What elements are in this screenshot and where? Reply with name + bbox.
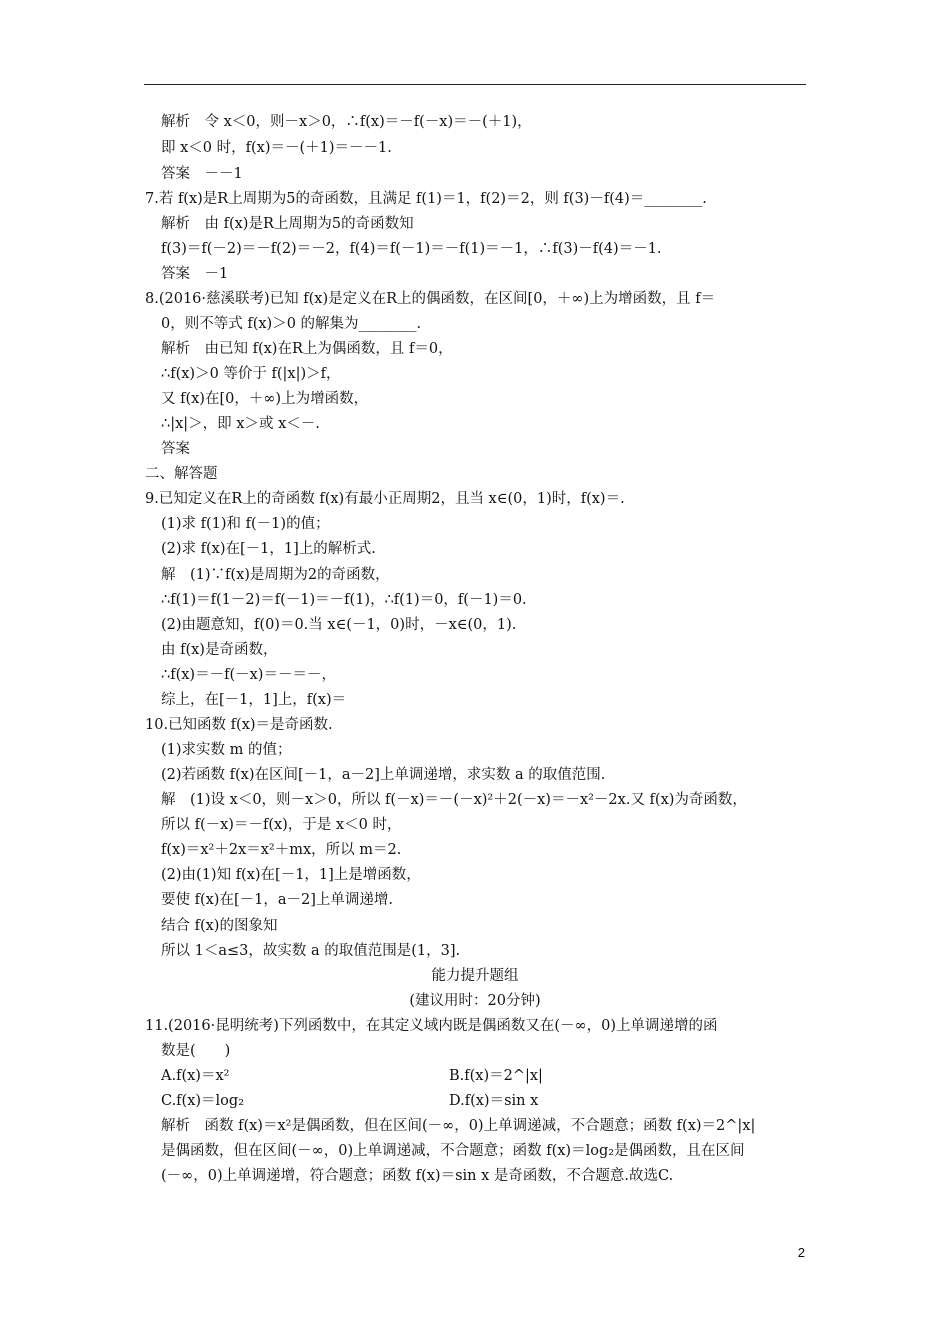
text-line: C.f(x)＝log₂ <box>161 1093 245 1109</box>
text-line: 8.(2016·慈溪联考)已知 f(x)是定义在R上的偶函数，在区间[0，＋∞)上为增函数，且 f＝ <box>145 291 716 307</box>
text-line: (1)求实数 m 的值； <box>161 742 292 758</box>
text-line: 解 (1)∵f(x)是周期为2的奇函数， <box>161 567 390 583</box>
text-line: (2)由(1)知 f(x)在[－1，1]上是增函数， <box>161 867 421 883</box>
text-line: 是偶函数，但在区间(－∞，0)上单调递减，不合题意；函数 f(x)＝log₂是偶函数，且在区间 <box>161 1143 745 1159</box>
text-line: 所以 1＜a≤3，故实数 a 的取值范围是(1，3]. <box>161 943 461 959</box>
text-line: 解析 函数 f(x)＝x²是偶函数，但在区间(－∞，0)上单调递减，不合题意；函数 f(x)＝2^|x| <box>161 1118 756 1134</box>
text-line: B.f(x)＝2^|x| <box>449 1068 543 1084</box>
text-line: 解析 令 x＜0，则－x＞0，∴f(x)＝－f(－x)＝－(＋1)， <box>161 114 532 130</box>
text-line: f(x)＝x²＋2x＝x²＋mx，所以 m＝2. <box>161 842 402 858</box>
text-line: 答案 －－1 <box>161 166 243 182</box>
text-line: (2)由题意知，f(0)＝0.当 x∈(－1，0)时，－x∈(0，1). <box>161 617 517 633</box>
text-line: (2)求 f(x)在[－1，1]上的解析式. <box>161 541 376 557</box>
text-line: 二、解答题 <box>145 466 218 482</box>
text-line: 即 x＜0 时，f(x)＝－(＋1)＝－－1. <box>161 140 392 156</box>
text-line: ∴f(1)＝f(1－2)＝f(－1)＝－f(1)，∴f(1)＝0，f(－1)＝0. <box>161 592 527 608</box>
text-line: 11.(2016·昆明统考)下列函数中，在其定义域内既是偶函数又在(－∞，0)上单调递增的函 <box>145 1018 718 1034</box>
text-line: 综上，在[－1，1]上，f(x)＝ <box>161 692 347 708</box>
text-line: 能力提升题组 <box>431 968 519 984</box>
text-line: 9.已知定义在R上的奇函数 f(x)有最小正周期2，且当 x∈(0，1)时，f(x)＝. <box>145 491 625 507</box>
header-rule <box>144 84 806 85</box>
text-line: 解析 由已知 f(x)在R上为偶函数，且 f＝0， <box>161 341 453 357</box>
text-line: 数是( ) <box>161 1043 231 1059</box>
text-line: f(3)＝f(－2)＝－f(2)＝－2，f(4)＝f(－1)＝－f(1)＝－1，∴f(3)－f(4)＝－1. <box>161 241 662 257</box>
text-line: 要使 f(x)在[－1，a－2]上单调递增. <box>161 892 393 908</box>
text-line: ∴f(x)＞0 等价于 f(|x|)＞f， <box>161 366 341 382</box>
text-line: 由 f(x)是奇函数， <box>161 642 278 658</box>
text-line: 结合 f(x)的图象知 <box>161 918 278 934</box>
text-line: A.f(x)＝x² <box>161 1068 230 1084</box>
text-line: 解 (1)设 x＜0，则－x＞0，所以 f(－x)＝－(－x)²＋2(－x)＝－x²－2x.又 f(x)为奇函数， <box>161 792 747 808</box>
text-line: 又 f(x)在[0，＋∞)上为增函数， <box>161 391 369 407</box>
text-line: ∴|x|＞，即 x＞或 x＜－. <box>161 416 320 432</box>
text-line: (1)求 f(1)和 f(－1)的值； <box>161 516 330 532</box>
text-line: (－∞，0)上单调递增，符合题意；函数 f(x)＝sin x 是奇函数，不合题意.故选C. <box>161 1168 674 1184</box>
text-line: ∴f(x)＝－f(－x)＝－＝－， <box>161 667 336 683</box>
text-line: D.f(x)＝sin x <box>449 1093 539 1109</box>
text-line: 解析 由 f(x)是R上周期为5的奇函数知 <box>161 216 414 232</box>
text-line: 0，则不等式 f(x)＞0 的解集为________. <box>161 316 422 332</box>
text-line: 答案 <box>161 441 190 457</box>
text-line: (建议用时：20分钟) <box>409 993 541 1009</box>
text-line: 7.若 f(x)是R上周期为5的奇函数，且满足 f(1)＝1，f(2)＝2，则 f(3)－f(4)＝________. <box>145 191 707 207</box>
text-line: 所以 f(－x)＝－f(x)，于是 x＜0 时， <box>161 817 402 833</box>
page-number: 2 <box>797 1245 805 1260</box>
text-line: (2)若函数 f(x)在区间[－1，a－2]上单调递增，求实数 a 的取值范围. <box>161 767 606 783</box>
text-line: 答案 －1 <box>161 266 229 282</box>
text-line: 10.已知函数 f(x)＝是奇函数. <box>145 717 333 733</box>
